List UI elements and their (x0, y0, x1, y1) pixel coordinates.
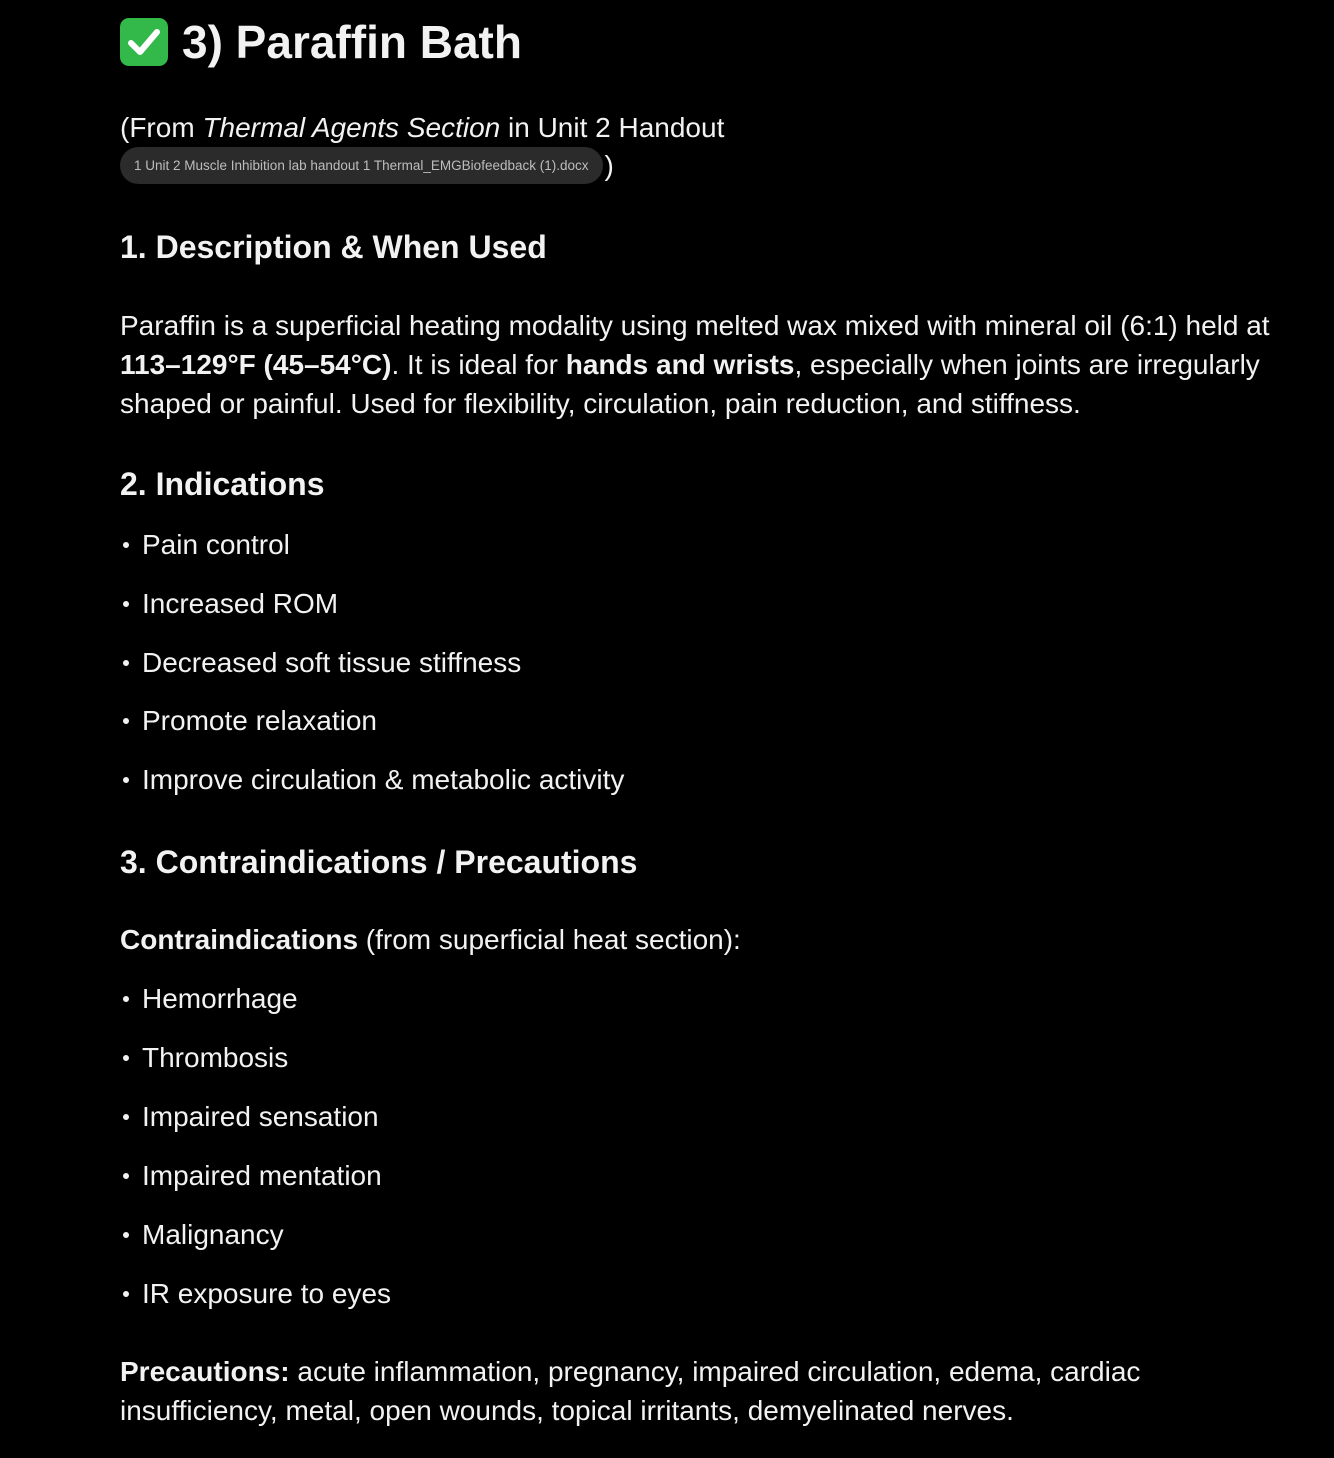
precautions-paragraph (120, 1352, 1290, 1430)
bullet-icon (123, 660, 129, 666)
list-item (120, 1276, 391, 1312)
list-item (120, 703, 377, 739)
bullet-icon (123, 777, 129, 783)
list-item-text: Decreased soft tissue stiffness (142, 647, 522, 678)
section-heading-indications: 2. Indications (120, 466, 325, 502)
description-text-1: Paraffin is a superficial heating modality using melted wax mixed with mineral oil (6:1) held at (120, 310, 1270, 341)
bullet-icon (123, 718, 129, 724)
list-item-text: Impaired sensation (142, 1101, 379, 1132)
bullet-icon (123, 996, 129, 1002)
list-item (120, 527, 290, 563)
citation-line (120, 147, 614, 184)
bullet-icon (123, 542, 129, 548)
source-section-name: Thermal Agents Section (202, 112, 501, 143)
list-item (120, 586, 338, 622)
list-item-text: Malignancy (142, 1219, 284, 1250)
bullet-icon (123, 1055, 129, 1061)
source-prefix: (From (120, 112, 203, 143)
precautions-label: Precautions: (120, 1356, 290, 1387)
bullet-icon (123, 1114, 129, 1120)
list-item-text: IR exposure to eyes (142, 1278, 392, 1309)
section-heading-description: 1. Description & When Used (120, 229, 547, 265)
check-mark-icon (120, 18, 168, 66)
target-areas: hands and wrists (565, 349, 795, 380)
section-heading-contraindications: 3. Contraindications / Precautions (120, 844, 638, 880)
list-item-text: Thrombosis (142, 1042, 289, 1073)
citation-chip[interactable]: 1 Unit 2 Muscle Inhibition lab handout 1 Thermal_EMGBiofeedback (1).docx (120, 147, 603, 184)
bullet-icon (123, 1232, 129, 1238)
description-text-2: . It is ideal for (391, 349, 566, 380)
list-item-text: Hemorrhage (142, 983, 298, 1014)
bullet-icon (123, 601, 129, 607)
contraindications-intro (120, 922, 1290, 958)
description-text-3: , especially when joints are irregularly shaped or painful. Used for flexibility, circulation, pain reduction, and stiffness. (120, 349, 1260, 419)
list-item (120, 762, 624, 798)
contraindications-label: Contraindications (120, 924, 359, 955)
source-reference (120, 110, 724, 146)
source-closing-paren: ) (604, 150, 614, 181)
page-title-text: 3) Paraffin Bath (182, 16, 522, 68)
description-paragraph (120, 306, 1290, 423)
bullet-icon (123, 1173, 129, 1179)
bullet-icon (123, 1291, 129, 1297)
list-item (120, 1158, 382, 1194)
list-item-text: Promote relaxation (142, 705, 378, 736)
list-item-text: Impaired mentation (142, 1160, 382, 1191)
list-item (120, 981, 298, 1017)
list-item (120, 1217, 284, 1253)
page-title (120, 14, 522, 70)
list-item-text: Pain control (142, 529, 290, 560)
contraindications-suffix: (from superficial heat section): (358, 924, 741, 955)
list-item (120, 1099, 379, 1135)
list-item (120, 645, 521, 681)
precautions-text: acute inflammation, pregnancy, impaired circulation, edema, cardiac insufficiency, metal, open wounds, topical irritants, demyelinated nerves. (120, 1356, 1141, 1426)
list-item-text: Improve circulation & metabolic activity (142, 764, 625, 795)
temperature-range: 113–129°F (45–54°C) (120, 349, 392, 380)
list-item (120, 1040, 288, 1076)
list-item-text: Increased ROM (142, 588, 339, 619)
source-suffix: in Unit 2 Handout (500, 112, 725, 143)
